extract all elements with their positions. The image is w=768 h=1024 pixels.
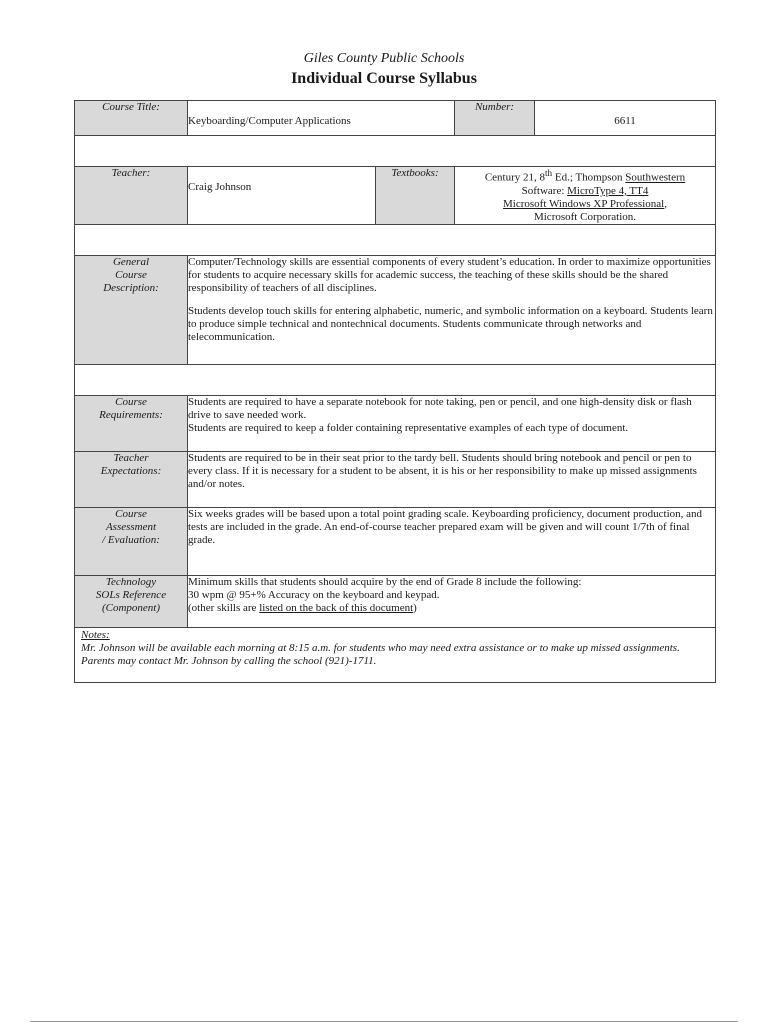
textbooks-value: Century 21, 8th Ed.; Thompson Southwestern Software: MicroType 4, TT4 Microsoft Windows XP Professional, Microsoft Corporation. [455, 167, 716, 225]
notes-text: Mr. Johnson will be available each morning at 8:15 a.m. for students who may need extra assistance or to make up missed assignments. Parents may contact Mr. Johnson by calling the school (921)-1711. [81, 641, 680, 667]
course-title-value: Keyboarding/Computer Applications [188, 101, 455, 136]
general-description-value [188, 255, 716, 364]
sols-row [75, 575, 716, 627]
assessment-row [75, 507, 716, 575]
expectations-value: Students are required to be in their seat prior to the tardy bell. Students should bring notebook and pencil or pen to every class. If it is necessary for a student to be absent, it is his or her responsibility to make up missed assignments and/or notes. [188, 451, 716, 507]
requirements-value: Students are required to have a separate notebook for note taking, pen or pencil, and one high-density disk or flash drive to save needed work. Students are required to keep a folder containing representative examples of each type of document. [188, 395, 716, 451]
general-description-para-2: Students develop touch skills for entering alphabetic, numeric, and symbolic information on a keyboard. Students learn to produce simple technical and nontechnical documents. Students communicate through networks and telecommunication. [188, 304, 713, 343]
teacher-value: Craig Johnson [188, 167, 376, 225]
document-title: Individual Course Syllabus [291, 70, 477, 87]
general-description-para-1: Computer/Technology skills are essential components of every student’s education. In order to maximize opportunities for students to acquire necessary skills for academic success, the teaching of these skills should be the shared responsibility of teachers of all disciplines. [188, 255, 711, 294]
general-description-label: General Course Description: [75, 255, 188, 364]
assessment-label: Course Assessment / Evaluation: [75, 507, 188, 575]
expectations-label: Teacher Expectations: [75, 451, 188, 507]
textbooks-label: Textbooks: [376, 167, 455, 225]
expectations-row [75, 451, 716, 507]
sols-value: Minimum skills that students should acquire by the end of Grade 8 include the following: 30 wpm @ 95+% Accuracy on the keyboard and keypad. (other skills are listed on the back of this document) [188, 575, 716, 627]
notes-cell [75, 627, 716, 682]
spacer-row [75, 136, 716, 167]
course-number-label: Number: [455, 101, 535, 136]
spacer-row [75, 224, 716, 255]
teacher-row [75, 167, 716, 225]
page-bottom-rule [30, 1021, 738, 1022]
teacher-label: Teacher: [75, 167, 188, 225]
assessment-value: Six weeks grades will be based upon a total point grading scale. Keyboarding proficiency, document production, and tests are included in the grade. An end-of-course teacher prepared exam will be given and will count 1/7th of final grade. [188, 507, 716, 575]
requirements-row [75, 395, 716, 451]
notes-row [75, 627, 716, 682]
school-name: Giles County Public Schools [303, 51, 465, 66]
document-header [0, 50, 768, 89]
requirements-label: Course Requirements: [75, 395, 188, 451]
notes-label: Notes: [81, 628, 110, 641]
syllabus-table [74, 100, 716, 683]
back-of-document-link: listed on the back of this document [259, 601, 414, 614]
course-title-label: Course Title: [75, 101, 188, 136]
sols-label: Technology SOLs Reference (Component) [75, 575, 188, 627]
spacer-row [75, 364, 716, 395]
course-title-row [75, 101, 716, 136]
course-number-value: 6611 [535, 101, 716, 136]
general-description-row [75, 255, 716, 364]
